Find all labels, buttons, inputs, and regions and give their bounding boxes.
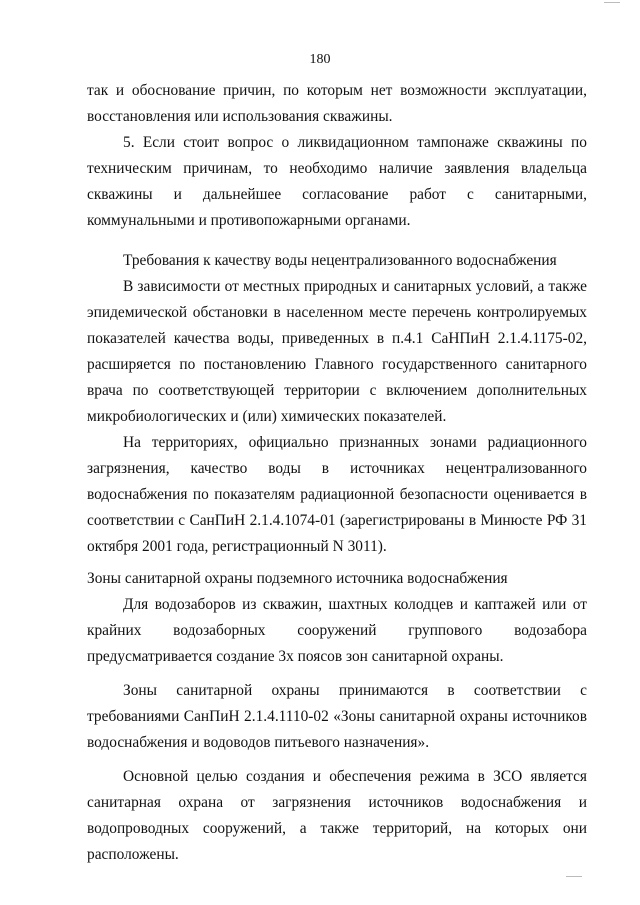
- paragraph-sanpin-requirements: Зоны санитарной охраны принимаются в соответствии с требованиями СанПиН 2.1.4.1110-02 «Зоны санитарной охраны источников водоснабжения и водоводов питьевого назначения».: [87, 682, 587, 751]
- document-body: [87, 78, 587, 868]
- paragraph-local-conditions: В зависимости от местных природных и санитарных условий, а также эпидемической обстановки в населенном месте перечень контролируемых показателей качества воды, приведенных в п.4.1 СаНПиН 2.1.4.1175-02, расширяется по постановлению Главного государственного санитарного врача по соответствующей территории с включением дополнительных микробиологических и (или) химических показателей.: [87, 278, 587, 425]
- scan-mark-top: [604, 2, 620, 3]
- section-heading-sanitary-zones: Зоны санитарной охраны подземного источника водоснабжения: [87, 570, 508, 587]
- scan-mark-bottom: [566, 876, 582, 877]
- paragraph-main-goal: Основной целью создания и обеспечения режима в ЗСО является санитарная охрана от загрязнения источников водоснабжения и водопроводных сооружений, а также территорий, на которых они расположены.: [87, 768, 587, 863]
- paragraph-three-belts: Для водозаборов из скважин, шахтных колодцев и каптажей или от крайних водозаборных сооружений группового водозабора предусматривается создание 3х поясов зон санитарной охраны.: [87, 596, 587, 665]
- paragraph-item-5: 5. Если стоит вопрос о ликвидационном тампонаже скважины по техническим причинам, то необходимо наличие заявления владельца скважины и дальнейшее согласование работ с санитарными, коммунальными и противопожарными органами.: [87, 134, 587, 229]
- paragraph-continuation: так и обоснование причин, по которым нет возможности эксплуатации, восстановления или использования скважины.: [87, 82, 587, 125]
- page-number: 180: [309, 52, 331, 67]
- section-heading-water-quality: Требования к качеству воды нецентрализованного водоснабжения: [123, 252, 557, 269]
- paragraph-radiation-zones: На территориях, официально признанных зонами радиационного загрязнения, качество воды в источниках нецентрализованного водоснабжения по показателям радиационной безопасности оценивается в соответствии с СанПиН 2.1.4.1074-01 (зарегистрированы в Минюсте РФ 31 октября 2001 года, регистрационный N 3011).: [87, 434, 587, 555]
